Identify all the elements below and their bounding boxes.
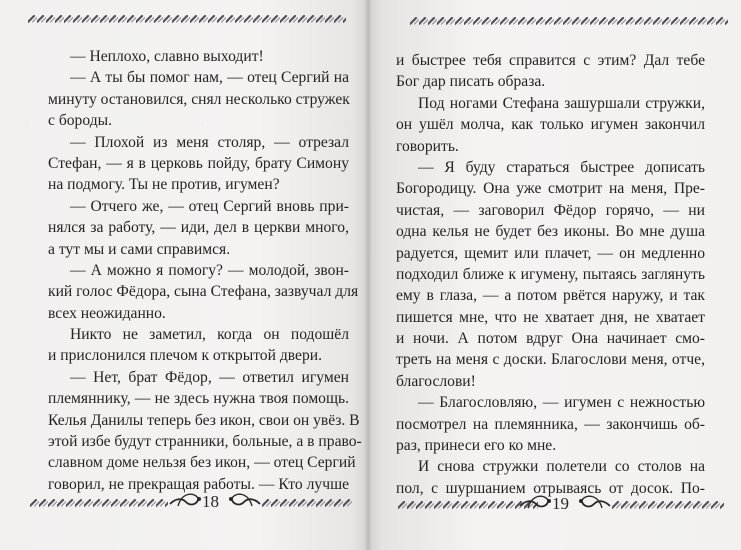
text-line: и ночи. А потом вдруг Она начинает смо- <box>396 330 705 348</box>
text-line: благослови! <box>396 372 476 390</box>
footer-rope-left-a <box>30 499 168 507</box>
text-line: — Плохой из меня столяр, — отрезал <box>70 133 349 151</box>
text-line: — А ты бы помог нам, — отец Сергий на <box>70 69 349 87</box>
text-line: на подмогу. Ты не против, игумен? <box>48 176 280 194</box>
text-line: раз, принеси его ко мне. <box>396 437 557 455</box>
text-line: и прислонился плечом к открытой двери. <box>48 347 323 365</box>
text-line: племяннику, — не здесь нужна твоя помощь. <box>48 390 349 408</box>
footer-rope-right-a <box>398 501 538 509</box>
text-line: ему в глаза, — а потом рвётся наружу, и так <box>396 287 705 305</box>
header-rope-ornament-right <box>410 17 728 25</box>
text-line: одна келья не будет без иконы. Во мне душа <box>396 223 705 241</box>
text-line: — Неплохо, славно выходит! <box>70 48 264 65</box>
book-gutter <box>364 0 372 550</box>
text-line: — Благословляю, — игумен с нежностью <box>418 394 705 412</box>
right-page-text <box>396 50 705 499</box>
left-page-text <box>48 46 362 495</box>
text-line: говорить. <box>396 137 459 155</box>
text-line: радуется, щемит или плачет, — он медленно <box>396 244 705 262</box>
text-line: и быстрее тебя справится с этим? Дал тебе <box>396 52 705 69</box>
text-line: Бог дар писать образа. <box>396 73 546 91</box>
text-line: посмотрел на племянника, — закончишь об- <box>396 415 705 433</box>
text-line: И снова стружки полетели со столов на <box>418 458 705 476</box>
text-line: пишется мне, что не хватает дня, не хватает <box>396 308 705 326</box>
text-line: — Нет, брат Фёдор, — ответил игумен <box>70 368 349 386</box>
text-line: славном доме нельзя без икон, — отец Сергий <box>48 454 356 472</box>
text-line: — Отчего же, — отец Сергий вновь при- <box>70 197 349 215</box>
text-line: пол, с шуршанием отрываясь от досок. По- <box>396 479 705 497</box>
text-line: он ушёл молча, как только игумен закончил <box>396 116 705 134</box>
text-line: кий голос Фёдора, сына Стефана, зазвучал для <box>48 283 359 301</box>
rope-border-icon <box>28 15 346 23</box>
scroll-flourish-icon <box>222 488 262 514</box>
text-line: нялся за работу, — иди, дел в церкви много, <box>48 219 349 237</box>
text-line: говорил, не прекращая работы. — Кто лучше <box>48 475 349 493</box>
text-line: треть на меня с доски. Благослови меня, отче, <box>396 351 705 369</box>
scroll-flourish-icon <box>572 490 612 516</box>
left-page <box>0 0 368 550</box>
text-line: Стефан, — я в церковь пойду, брату Симону <box>48 154 349 172</box>
text-line: — А можно я помогу? — молодой, звон- <box>70 261 349 279</box>
text-line: Богородицу. Она уже смотрит на меня, Пре- <box>396 180 705 198</box>
rope-border-icon <box>410 17 728 25</box>
text-line: чистая, — заговорил Фёдор горячо, — ни <box>396 201 705 219</box>
page-number-left: 18 <box>202 492 219 511</box>
text-line: этой избе будут странники, больные, а в право- <box>48 433 362 451</box>
rope-border-icon <box>398 501 538 509</box>
text-line: а тут мы и сами справимся. <box>48 240 231 258</box>
rope-border-icon <box>30 499 168 507</box>
text-line: минуту остановился, снял несколько стружек <box>48 90 350 108</box>
text-line: всех неожиданно. <box>48 304 166 322</box>
text-line: подходил ближе к игумену, пытаясь заглянуть <box>396 265 705 283</box>
rope-border-icon <box>612 501 724 509</box>
rope-border-icon <box>262 499 352 507</box>
text-line: Под ногами Стефана зашуршали стружки, <box>418 94 705 112</box>
text-line: Келья Данилы теперь без икон, свои он увёз. В <box>48 411 360 429</box>
header-rope-ornament-left <box>28 15 346 23</box>
footer-rope-left-b <box>262 499 352 507</box>
text-line: Никто не заметил, когда он подошёл <box>70 326 349 344</box>
right-page <box>368 0 741 550</box>
page-number-right: 19 <box>552 494 569 513</box>
text-line: — Я буду стараться быстрее дописать <box>418 158 705 176</box>
footer-rope-right-b <box>612 501 724 509</box>
text-line: с бороды. <box>48 112 113 130</box>
